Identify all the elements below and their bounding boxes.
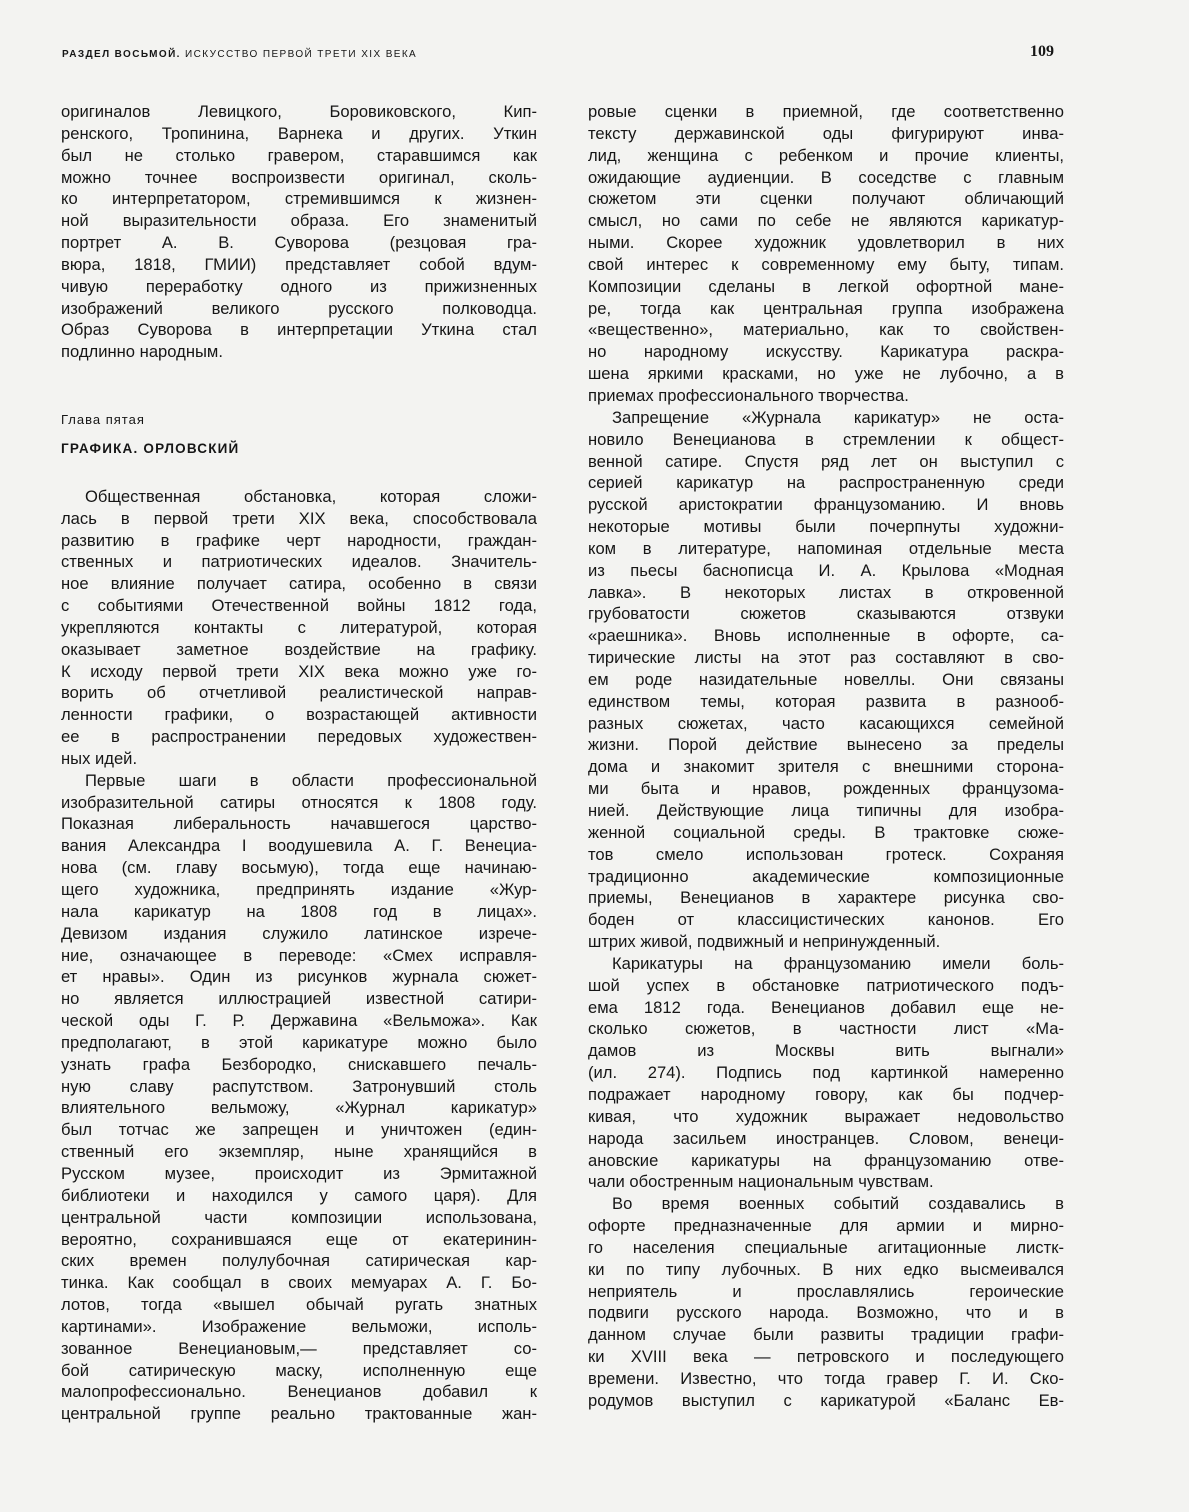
text-line: смысл, но сами по себе не являются карикатур- [588,211,1064,231]
text-line: бой сатирическую маску, исполненную еще [61,1360,537,1380]
text-line: ных идей. [61,748,138,768]
text-line: «раешника». Вновь исполненные в офорте, са- [588,626,1064,646]
text-line: ожидающие аудиенции. В соседстве с главным [588,167,1064,187]
text-line: библиотеки и находился у самого царя). Для [61,1185,537,1205]
running-head [62,49,417,60]
text-line: лид, женщина с ребенком и прочие клиенты, [588,145,1064,165]
text-line: штрих живой, подвижный и непринужденный. [588,932,941,952]
text-line: изобразительной сатиры относятся к 1808 году. [61,792,537,812]
text-line: ственных и патриотических идеалов. Значитель- [61,552,537,572]
text-line: кивая, что художник выражает недовольство [588,1106,1064,1126]
text-line: нова (см. главу восьмую), тогда еще начинаю- [61,858,537,878]
text-line: щего художника, предпринять издание «Жур- [61,880,537,899]
text-line: ки XVIII века — петровского и последующего [588,1347,1064,1367]
text-line: «вещественно», материально, как то свойствен- [588,320,1064,340]
text-line: был не столько гравером, старавшимся как [61,145,537,165]
text-line: приемах профессионального творчества. [588,385,909,405]
text-line: чали обостренным национальным чувствам. [588,1172,934,1192]
text-line: вюра, 1818, ГМИИ) представляет собой вдум- [61,254,537,274]
text-line: народа засильем иностранцев. Словом, венеци- [588,1128,1064,1148]
right-body [588,101,1064,1412]
text-line: жизни. Порой действие вынесено за пределы [588,735,1064,755]
text-line: центральной группе реально трактованные жан- [61,1404,537,1424]
text-line: (ил. 274). Подпись под картинкой намеренно [588,1063,1064,1083]
text-line: сколько сюжетов, в частности лист «Ма- [588,1019,1064,1039]
text-line: зованное Венециановым,— представляет со- [61,1338,537,1358]
text-line: го населения специальные агитационные листк- [588,1237,1064,1257]
left-body [61,486,537,1425]
text-line: подвиги русского народа. Возможно, что и в [588,1303,1064,1323]
text-line: ворить об отчетливой реалистической направ- [61,683,537,703]
text-line: но является иллюстрацией известной сатири- [61,989,537,1009]
text-line: Показная либеральность начавшегося царство- [61,814,537,834]
text-line: но народному искусству. Карикатура раскра- [588,342,1064,362]
text-line: ее в распространении передовых художествен- [61,727,537,747]
text-line: Композиции сделаны в легкой офортной мане- [588,276,1064,296]
text-line: Русском музее, происходит из Эрмитажной [61,1163,537,1183]
section-subtitle: ИСКУССТВО ПЕРВОЙ ТРЕТИ XIX ВЕКА [185,49,418,60]
text-line: ровые сценки в приемной, где соответственно [588,102,1064,121]
text-line: Образ Суворова в интерпретации Уткина стал [61,320,537,340]
text-line: русской аристократии французоманию. И вновь [588,495,1064,515]
text-line: предполагают, в этой карикатуре можно было [61,1032,537,1052]
text-line: вания Александра I воодушевила А. Г. Венециа- [61,836,537,856]
text-line: с событиями Отечественной войны 1812 года, [61,596,537,616]
text-line: картинами». Изображение вельможи, исполь- [61,1316,537,1336]
text-line: Запрещение «Журнала карикатур» не оста- [612,407,1064,427]
text-line: серией карикатур на распространенную среди [588,473,1064,493]
text-line: ными. Скорее художник удовлетворил в них [588,233,1064,253]
text-line: грубоватости сюжетов сказываются отзвуки [588,604,1064,624]
text-line: центральной части композиции использована, [61,1207,537,1227]
text-line: оказывает заметное воздействие на графику. [61,639,537,659]
text-line: ной выразительности образа. Его знаменитый [61,211,537,231]
text-line: тинка. Как сообщал в своих мемуарах А. Г. Бо- [61,1273,537,1293]
text-line: подражает народному говору, как бы подчер- [588,1084,1064,1104]
text-line: венной сатире. Спустя ряд лет он выступил с [588,451,1064,471]
text-line: узнать графа Безбородко, снискавшего печаль- [61,1054,537,1074]
text-line: ное влияние получает сатира, особенно в связи [61,574,537,594]
spacer [61,363,537,385]
text-line: ко интерпретатором, стремившимся к жизнен- [61,189,537,209]
section-label: РАЗДЕЛ ВОСЬМОЙ. [62,49,181,60]
text-line: ет нравы». Один из рисунков журнала сюжет- [61,967,537,987]
chapter-label: Глава пятая [61,412,145,428]
text-line: ки по типу лубочных. В них едко высмеивался [588,1259,1064,1279]
text-line: портрет А. В. Суворова (резцовая гра- [61,233,537,253]
text-line: некоторые мотивы были почерпнуты художни- [588,517,1064,537]
text-line: К исходу первой трети XIX века можно уже го- [61,661,537,681]
right-column [588,101,1064,1412]
text-line: тирические листы на этот раз составляют в сво- [588,648,1064,668]
text-line: неприятель и прославлялись героические [588,1281,1064,1301]
text-line: ренского, Тропинина, Варнека и других. Уткин [61,123,537,143]
text-line: шена яркими красками, но уже не лубочно, а в [588,364,1064,384]
text-line: ком в литературе, напоминая отдельные места [588,538,1064,558]
spacer [61,460,537,486]
text-line: оригиналов Левицкого, Боровиковского, Кип- [61,102,537,121]
text-line: ских времен полулубочная сатирическая кар- [61,1251,537,1271]
text-line: ческой оды Г. Р. Державина «Вельможа». Как [61,1011,537,1031]
text-line: женной социальной среды. В трактовке сюже- [588,822,1064,842]
text-line: тов смело использован гротеск. Сохраняя [588,844,1064,864]
text-line: данном случае были развиты традиции графи- [588,1325,1064,1345]
text-line: влиятельного вельможу, «Журнал карикатур» [61,1098,537,1118]
text-line: из пьесы баснописца И. А. Крылова «Модная [588,560,1064,580]
text-line: укрепляются контакты с литературой, которая [61,617,537,637]
left-column [61,101,537,1425]
text-line: ема 1812 года. Венецианов добавил еще не- [588,997,1064,1017]
text-line: ми быта и нравов, рожденных французома- [588,779,1064,799]
text-line: лотов, тогда «вышел обычай ругать знатных [61,1295,537,1315]
intro-paragraph [61,101,537,363]
text-line: нией. Действующие лица типичны для изобра- [588,801,1064,820]
text-line: свой интерес к современному ему быту, типам. [588,254,1064,274]
text-line: родумов выступил с карикатурой «Баланс Ев- [588,1390,1064,1410]
text-line: приемы, Венецианов в характере рисунка сво- [588,888,1064,908]
text-line: новило Венецианова в стремлении к общест- [588,429,1064,449]
text-line: лавка». В некоторых листах в откровенной [588,582,1064,602]
text-line: вероятно, сохранившаяся еще от екатеринин- [61,1229,537,1249]
text-line: изображений великого русского полководца. [61,298,537,318]
text-line: боден от классицистических канонов. Его [588,910,1064,930]
text-line: малопрофессионально. Венецианов добавил к [61,1382,537,1402]
text-line: времени. Известно, что тогда гравер Г. И. Ско- [588,1368,1064,1388]
text-line: Карикатуры на французоманию имели боль- [612,953,1064,973]
text-line: Девизом издания служило латинское изрече- [61,923,537,943]
page-number: 109 [1030,43,1054,60]
text-line: чивую переработку одного из прижизненных [61,276,537,296]
text-line: ановские карикатуры на французоманию отве- [588,1150,1064,1170]
text-line: подлинно народным. [61,342,223,362]
text-line: ленности графики, о возрастающей активности [61,705,537,725]
text-line: ре, тогда как центральная группа изображена [588,298,1064,318]
chapter-title: ГРАФИКА. ОРЛОВСКИЙ [61,440,240,456]
text-line: дамов из Москвы вить выгнали» [588,1041,1064,1061]
text-line: шой успех в обстановке патриотического подъ- [588,975,1064,995]
text-line: ем роде назидательные новеллы. Они связаны [588,669,1064,689]
text-line: офорте предназначенные для армии и мирно- [588,1216,1064,1236]
text-line: лась в первой трети XIX века, способствовала [61,508,537,528]
text-line: Во время военных событий создавались в [612,1194,1064,1214]
text-line: дома и знакомит зрителя с внешними сторона- [588,757,1064,777]
text-line: разных сюжетах, часто касающихся семейной [588,713,1064,733]
text-line: был тотчас же запрещен и уничтожен (един- [61,1120,537,1140]
text-line: ную славу распутством. Затронувший столь [61,1076,537,1096]
text-line: ние, означающее в переводе: «Смех исправля- [61,945,537,965]
text-line: нала карикатур на 1808 год в лицах». [61,901,537,921]
spacer [61,385,537,407]
text-line: ственный его экземпляр, ныне хранящийся в [61,1142,537,1162]
text-line: можно точнее воспроизвести оригинал, сколь- [61,167,537,187]
text-line: развитию в графике черт народности, граждан- [61,530,537,550]
text-line: традиционно академические композиционные [588,866,1064,886]
text-line: тексту державинской оды фигурируют инва- [588,123,1064,143]
text-line: сюжетом эти сценки получают обличающий [588,189,1064,209]
text-line: единством темы, которая развита в разнооб- [588,691,1064,711]
text-line: Первые шаги в области профессиональной [85,770,537,790]
text-line: Общественная обстановка, которая сложи- [85,486,537,506]
